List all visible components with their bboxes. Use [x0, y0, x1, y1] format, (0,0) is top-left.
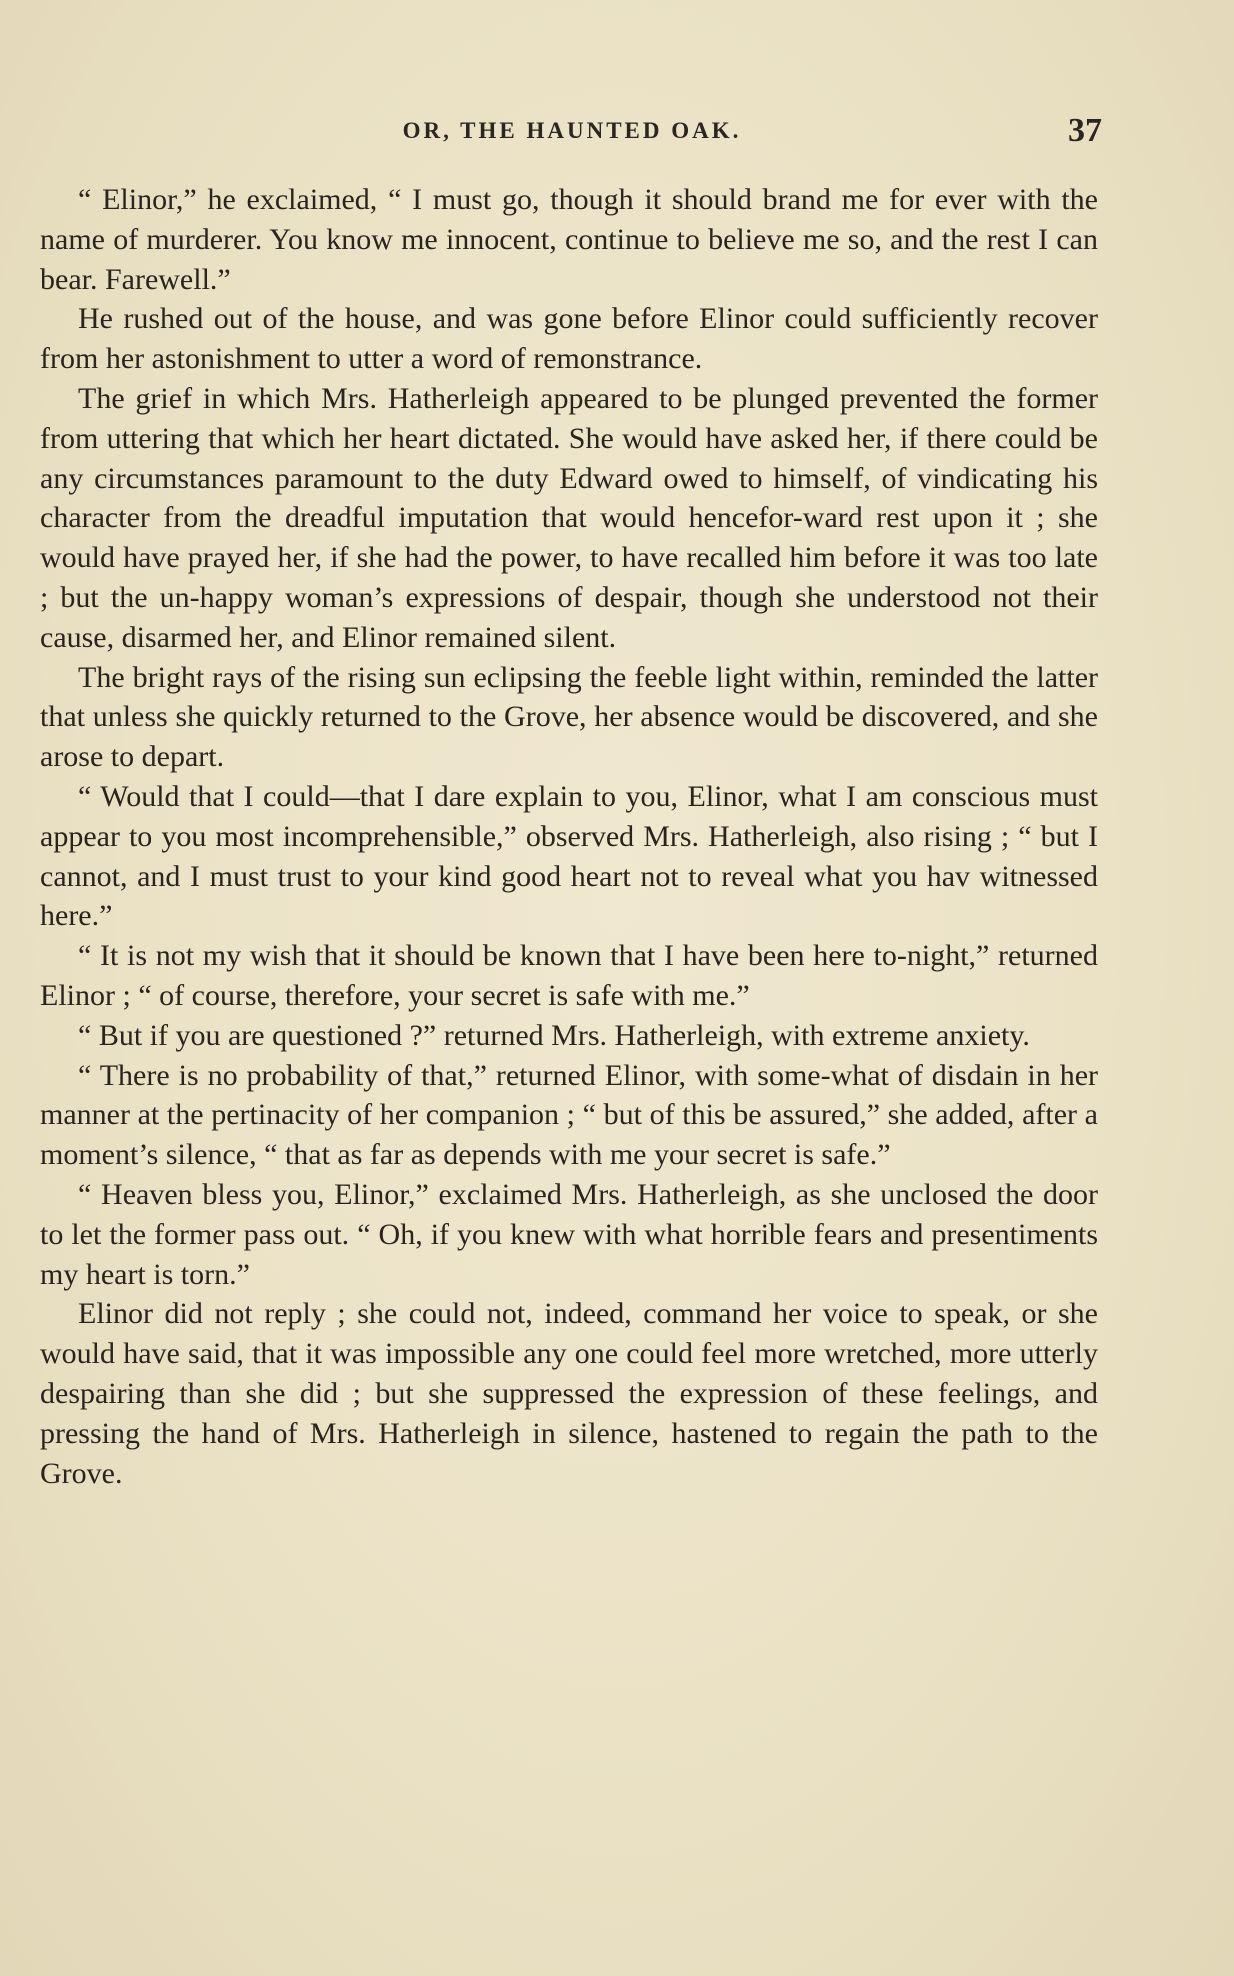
paragraph: “ But if you are questioned ?” returned Mrs. Hatherleigh, with extreme anxiety.	[78, 1018, 1030, 1052]
paragraph: Elinor did not reply ; she could not, indeed, command her voice to speak, or she would have said, that it was impossible any one could feel more wretched, more utterly despairing than she did ; but she suppressed the expression of these feelings, and pressing the hand of Mrs. Hatherleigh in silence, hastened to regain the path to the Grove.	[40, 1297, 1098, 1490]
running-title: OR, THE HAUNTED OAK.	[402, 118, 742, 143]
page-number: 37	[1068, 112, 1102, 149]
paragraph: “ It is not my wish that it should be known that I have been here to-night,” returned Elinor ; “ of course, therefore, your secret is safe with me.”	[40, 939, 1098, 1012]
paragraph: “ Would that I could—that I dare explain to you, Elinor, what I am conscious must appear to you most incomprehensible,” observed Mrs. Hatherleigh, also rising ; “ but I cannot, and I must trust to your kind good heart not to reveal what you hav witnessed here.”	[40, 779, 1098, 933]
paragraph: “ Heaven bless you, Elinor,” exclaimed Mrs. Hatherleigh, as she unclosed the door to let the former pass out. “ Oh, if you knew with what horrible fears and presentiments my heart is torn.”	[40, 1177, 1098, 1291]
paragraph: “ There is no probability of that,” returned Elinor, with some-what of disdain in her manner at the pertinacity of her companion ; “ but of this be assured,” she added, after a moment’s silence, “ that as far as depends with me your secret is safe.”	[40, 1058, 1098, 1172]
paragraph: “ Elinor,” he exclaimed, “ I must go, though it should brand me for ever with the name of murderer. You know me innocent, continue to believe me so, and the rest I can bear. Farewell.”	[40, 183, 1098, 296]
paragraph: The bright rays of the rising sun eclipsing the feeble light within, reminded the latter that unless she quickly returned to the Grove, her absence would be discovered, and she arose to depart.	[40, 660, 1098, 774]
paragraph: He rushed out of the house, and was gone before Elinor could sufficiently recover from her astonishment to utter a word of remonstrance.	[40, 302, 1098, 376]
body-text	[40, 180, 1098, 1493]
running-head	[42, 112, 1102, 156]
paragraph: The grief in which Mrs. Hatherleigh appeared to be plunged prevented the former from uttering that which her heart dictated. She would have asked her, if there could be any circumstances paramount to the duty Edward owed to himself, of vindicating his character from the dreadful imputation that would hencefor-ward rest upon it ; she would have prayed her, if she had the power, to have recalled him before it was too late ; but the un-happy woman’s expressions of despair, though she understood not their cause, disarmed her, and Elinor remained silent.	[40, 381, 1098, 654]
